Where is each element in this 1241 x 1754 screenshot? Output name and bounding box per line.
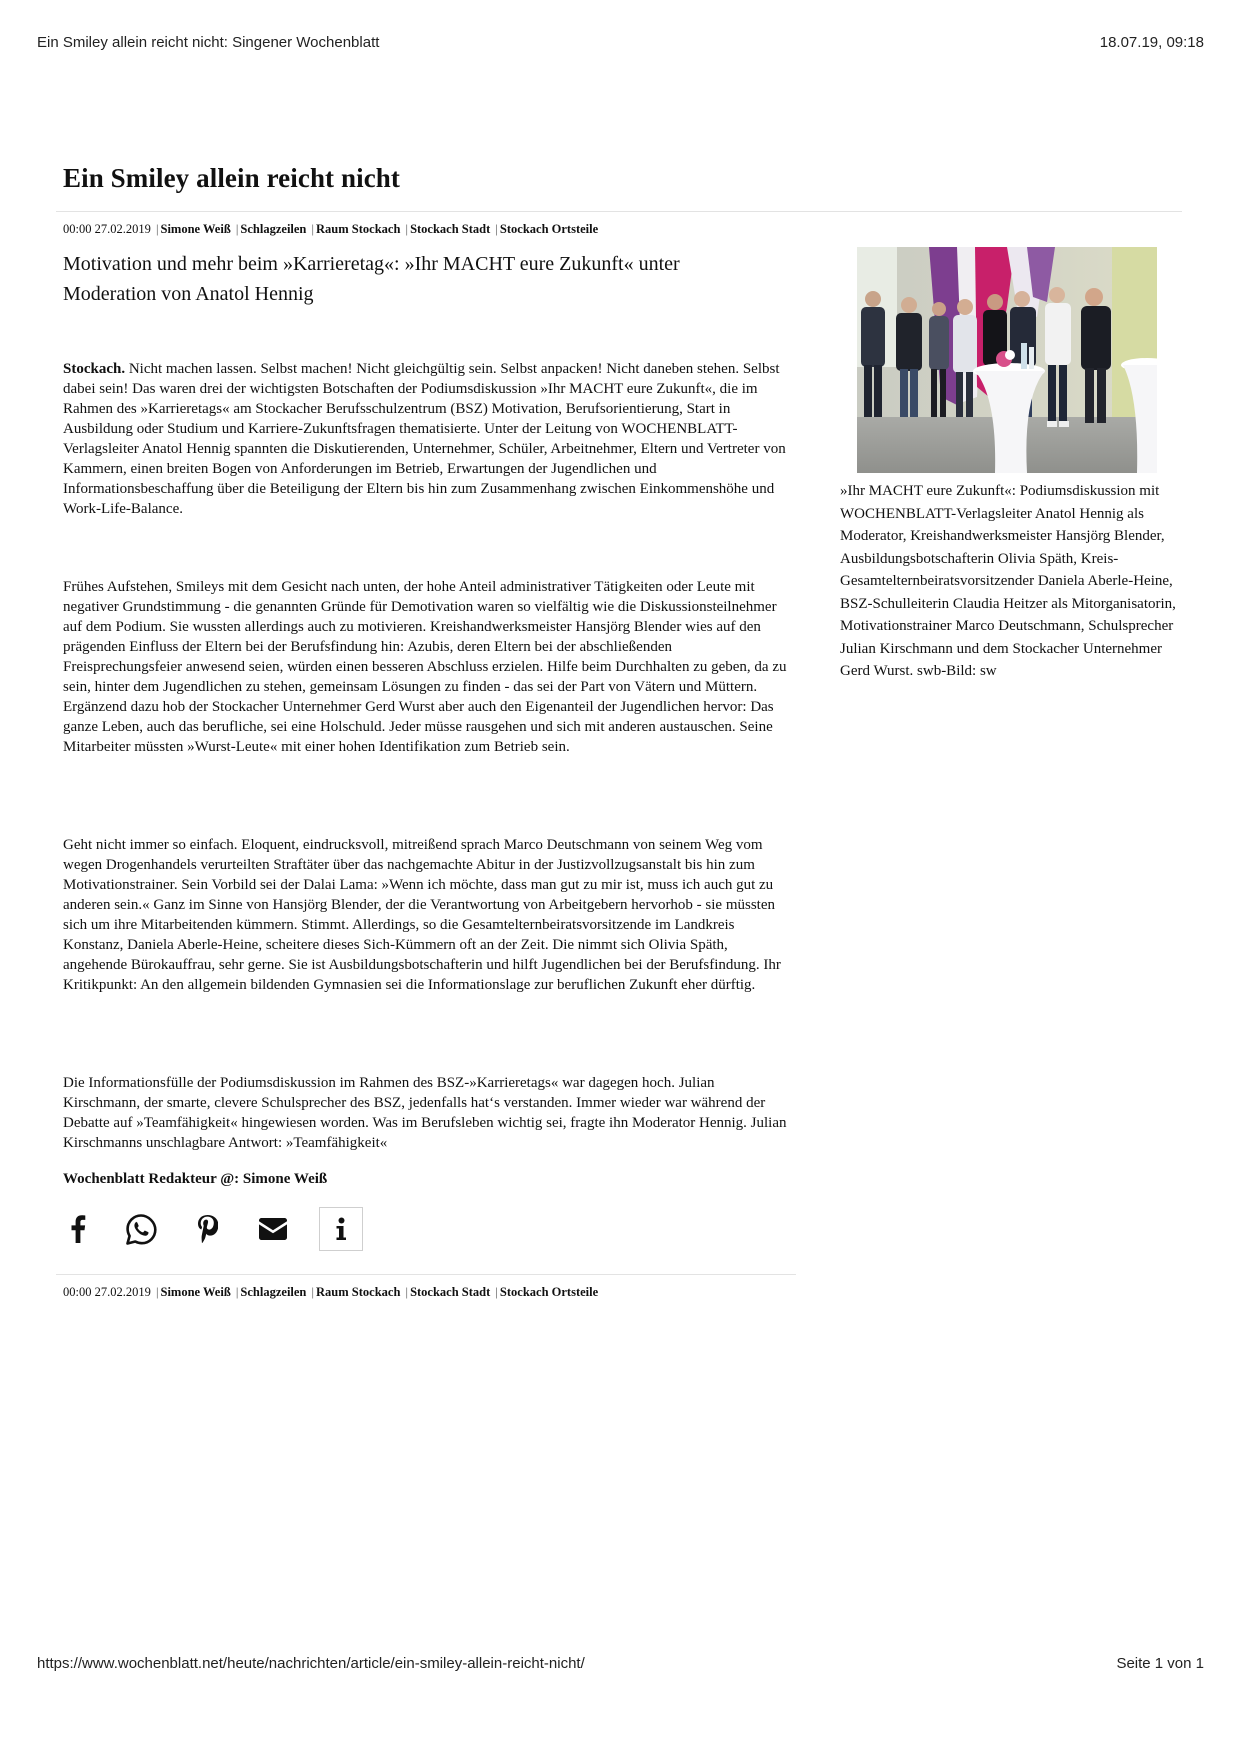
article-subtitle: Motivation und mehr beim »Karrieretag«: »Ihr MACHT eure Zukunft« unter Moderation von Anatol Hennig — [63, 253, 680, 305]
article-paragraph: Frühes Aufstehen, Smileys mit dem Gesicht nach unten, der hohe Anteil administrativer Tätigkeiten oder Leute mit negativer Grundstimmung - die genannten Gründe für Demotivation waren so vielfältig wie die Diskussionsteilnehmer auf dem Podium. Sie wussten allerdings auch zu motivieren. Kreishandwerksmeister Hansjörg Blender wies auf den prägenden Einfluss der Eltern bei der Berufsfindung hin: Azubis, deren Eltern bei der abschließenden Freisprechungsfeier anwesend seien, würden einen besseren Abschluss erzielen. Hilfe beim Durchhalten zu geben, da zu sein, hinter dem Jugendlichen zu stehen, gemeinsam Lösungen zu finden - das sei der Part von Vätern und Müttern. Ergänzend dazu hob der Stockacher Unternehmer Gerd Wurst aber auch den Eigenanteil der Jugendlichen hervor: Das ganze Leben, auch das berufliche, sei eine Holschuld. Jeder müsse rausgehen und sich mit anderen austauschen. Seine Mitarbeiter müssten »Wurst-Leute« mit einer hohen Identifikation zum Betrieb sein. — [63, 579, 787, 755]
meta-category-link[interactable]: Raum Stockach — [316, 222, 401, 236]
article-meta-bottom — [63, 1285, 598, 1300]
print-footer-page: Seite 1 von 1 — [1116, 1655, 1204, 1672]
article-paragraph: Die Informationsfülle der Podiumsdiskussion im Rahmen des BSZ-»Karrieretags« war dagegen hoch. Julian Kirschmann, der smarte, clevere Schulsprecher des BSZ, jedenfalls hat‘s verstanden. Immer wieder war während der Debatte auf »Teamfähigkeit« hingewiesen worden. Was im Berufsleben wichtig sei, fragte ihn Moderator Hennig. Julian Kirschmanns unschlagbare Antwort: »Teamfähigkeit« — [63, 1075, 787, 1151]
meta-separator: | — [405, 1285, 409, 1299]
meta-separator: | — [235, 222, 239, 236]
print-footer-url: https://www.wochenblatt.net/heute/nachrichten/article/ein-smiley-allein-reicht-nicht/ — [37, 1655, 585, 1672]
pinterest-icon — [196, 1214, 218, 1244]
meta-category-link[interactable]: Schlagzeilen — [240, 222, 307, 236]
article-paragraph — [63, 359, 791, 519]
meta-separator: | — [495, 1285, 498, 1299]
meta-category-link[interactable]: Stockach Stadt — [410, 1285, 491, 1299]
info-button[interactable] — [319, 1207, 363, 1251]
share-facebook-button[interactable] — [56, 1207, 100, 1251]
meta-author-link[interactable]: Simone Weiß — [160, 1285, 231, 1299]
share-whatsapp-button[interactable] — [119, 1207, 163, 1251]
meta-separator: | — [235, 1285, 239, 1299]
meta-category-link[interactable]: Stockach Ortsteile — [499, 222, 599, 236]
article-meta — [63, 222, 598, 237]
share-email-button[interactable] — [251, 1207, 295, 1251]
meta-author-link[interactable]: Simone Weiß — [160, 222, 231, 236]
article-time: 00:00 27.02.2019 — [63, 222, 151, 236]
article-headline: Ein Smiley allein reicht nicht — [63, 163, 401, 193]
meta-separator: | — [155, 1285, 159, 1299]
photo-caption: »Ihr MACHT eure Zukunft«: Podiumsdiskussion mit WOCHENBLATT-Verlagsleiter Anatol Hennig als Moderator, Kreishandwerksmeister Hansjörg Blender, Ausbildungsbotschafterin Olivia Späth, Kreis-Gesamtelternbeiratsvorsitzender Daniela Aberle-Heine, BSZ-Schulleiterin Claudia Heitzer als Mitorganisatorin, Motivationstrainer Marco Deutschmann, Schulsprecher Julian Kirschmann und dem Stockacher Unternehmer Gerd Wurst. swb-Bild: sw — [840, 483, 1176, 679]
meta-category-link[interactable]: Raum Stockach — [316, 1285, 401, 1299]
meta-category-link[interactable]: Stockach Ortsteile — [499, 1285, 599, 1299]
info-icon — [335, 1217, 347, 1241]
whatsapp-icon — [125, 1213, 157, 1245]
meta-category-link[interactable]: Schlagzeilen — [240, 1285, 307, 1299]
print-header-datetime: 18.07.19, 09:18 — [1099, 34, 1204, 51]
article-paragraph: Geht nicht immer so einfach. Eloquent, eindrucksvoll, mitreißend sprach Marco Deutschmann von seinem Weg vom wegen Drogenhandels verurteilten Straftäter über das nachgemachte Abitur in der Justizvollzugsanstalt bis hin zum Motivationstrainer. Sein Vorbild sei der Dalai Lama: »Wenn ich möchte, dass man gut zu mir ist, muss ich auch gut zu anderen sein.« Ganz im Sinne von Hansjörg Blender, der die Verantwortung von Arbeitgebern hervorhob - sie müssten sich um ihre Mitarbeitenden kümmern. Stimmt. Allerdings, so die Gesamtelternbeiratsvorsitzende im Landkreis Konstanz, Daniela Aberle-Heine, scheitere dieses Sich-Kümmern oft an der Zeit. Die nimmt sich Olivia Späth, angehende Bürokauffrau, sehr gerne. Sie ist Ausbildungsbotschafterin und hilft Jugendlichen bei der Berufsfindung. Ihr Kritikpunkt: An den allgemein bildenden Gymnasien sei die Informationslage zur beruflichen Zukunft eher dürftig. — [63, 837, 781, 993]
meta-category-link[interactable]: Stockach Stadt — [410, 222, 491, 236]
facebook-icon — [70, 1215, 86, 1243]
author-line: Wochenblatt Redakteur @: Simone Weiß — [63, 1171, 328, 1187]
print-footer — [37, 1655, 1204, 1675]
meta-separator: | — [155, 222, 159, 236]
paragraph-text: Nicht machen lassen. Selbst machen! Nicht gleichgültig sein. Selbst anpacken! Nicht daneben stehen. Selbst dabei sein! Das waren drei der wichtigsten Botschaften der Podiumsdiskussion »Ihr MACHT eure Zukunft«, die im Rahmen des »Karrieretags« am Stockacher Berufsschulzentrum (BSZ) Motivation, Berufsorientierung, Start in Ausbildung oder Studium und Karriere-Zukunftsfragen thematisierte. Unter der Leitung von WOCHENBLATT-Verlagsleiter Anatol Hennig spannten die Diskutierenden, Unternehmer, Schüler, Arbeitnehmer, Eltern und Vertreter von Kammern, einen breiten Bogen von Anforderungen im Betrieb, Erwartungen der Jugendlichen und Informationsbeschaffung über die Beteiligung der Eltern bis hin zum Zusammenhang zwischen Einkommenshöhe und Work-Life-Balance. — [63, 361, 786, 517]
print-header-title: Ein Smiley allein reicht nicht: Singener Wochenblatt — [37, 34, 380, 51]
divider — [56, 1274, 796, 1275]
lead-location: Stockach. — [63, 361, 126, 377]
meta-separator: | — [311, 1285, 315, 1299]
print-header — [37, 34, 1204, 54]
meta-separator: | — [311, 222, 315, 236]
meta-separator: | — [405, 222, 409, 236]
email-icon — [258, 1217, 288, 1241]
meta-separator: | — [495, 222, 498, 236]
article-photo[interactable] — [857, 247, 1157, 473]
divider — [56, 211, 1182, 212]
article-time: 00:00 27.02.2019 — [63, 1285, 151, 1299]
share-pinterest-button[interactable] — [185, 1207, 229, 1251]
